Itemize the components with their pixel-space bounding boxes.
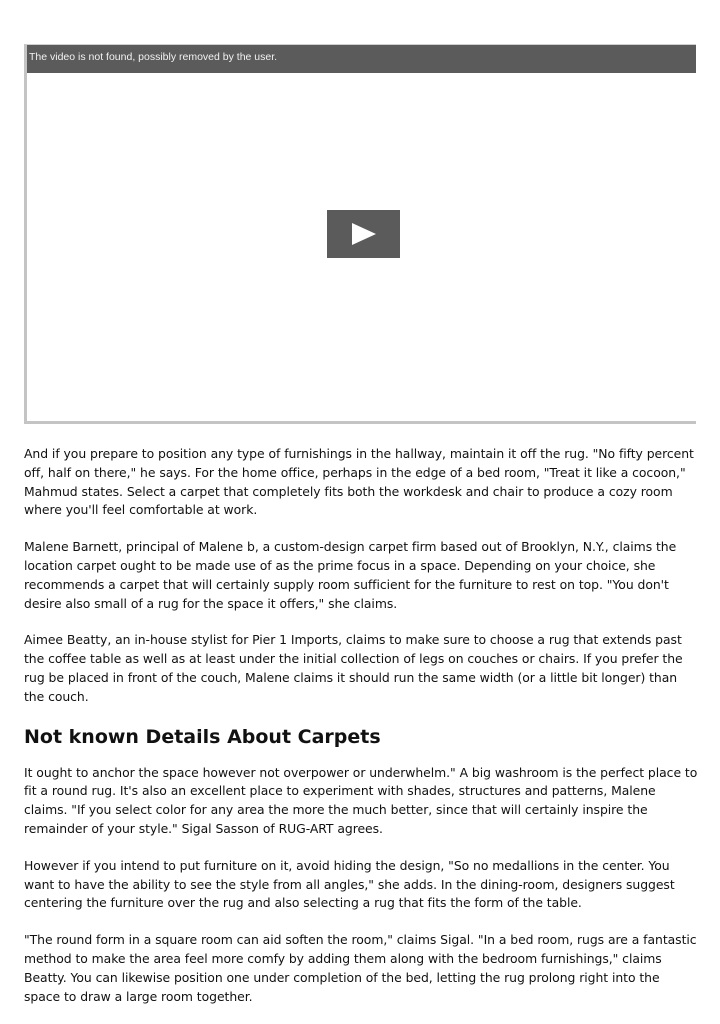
video-title-bar bbox=[27, 45, 696, 73]
paragraph-dining-room: However if you intend to put furniture on it, avoid hiding the design, "So no medallions in the center. You want to have the ability to see the style from all angles," she adds. In the dining-room, designers suggest centering the furniture over the rug and also selecting a rug that fits the form of the table. bbox=[24, 857, 675, 911]
paragraph-malene-barnett: Malene Barnett, principal of Malene b, a custom-design carpet firm based out of Brooklyn, N.Y., claims the location carpet ought to be made use of as the prime focus in a space. Depending on your choice, she recommends a carpet that will certainly supply room sufficient for the furniture to rest on top. "You don't desire also small of a rug for the space it offers," she claims. bbox=[24, 539, 677, 611]
play-icon bbox=[351, 223, 377, 245]
section-heading: Not known Details About Carpets bbox=[24, 725, 381, 748]
video-player[interactable] bbox=[24, 44, 696, 424]
play-button[interactable] bbox=[327, 210, 400, 258]
article-body bbox=[24, 445, 698, 1024]
paragraph-washroom: It ought to anchor the space however not overpower or underwhelm." A big washroom is the perfect place to fit a round rug. It's also an excellent place to experiment with shades, structures and patterns, Malene claims. "If you select color for any area the more the much better, since that will certainly inspire the remainder of your style." Sigal Sasson of RUG-ART agrees. bbox=[24, 764, 698, 836]
video-error-message: The video is not found, possibly removed by the user. bbox=[29, 51, 278, 63]
paragraph-bed-room: "The round form in a square room can aid soften the room," claims Sigal. "In a bed room, rugs are a fantastic method to make the area feel more comfy by adding them along with the bedroom furnishings," claims Beatty. You can likewise position one under completion of the bed, letting the rug prolong right into the space to draw a large room together. bbox=[24, 932, 697, 1004]
paragraph-aimee-beatty: Aimee Beatty, an in-house stylist for Pier 1 Imports, claims to make sure to choose a rug that extends past the coffee table as well as at least under the initial collection of legs on couches or chairs. If you prefer the rug be placed in front of the couch, Malene claims it should run the same width (or a little bit longer) than the couch. bbox=[24, 632, 683, 704]
paragraph-hallway: And if you prepare to position any type of furnishings in the hallway, maintain it off the rug. "No fifty percent off, half on there," he says. For the home office, perhaps in the edge of a bed room, "Treat it like a cocoon," Mahmud states. Select a carpet that completely fits both the workdesk and chair to produce a cozy room where you'll feel comfortable at work. bbox=[24, 446, 694, 518]
